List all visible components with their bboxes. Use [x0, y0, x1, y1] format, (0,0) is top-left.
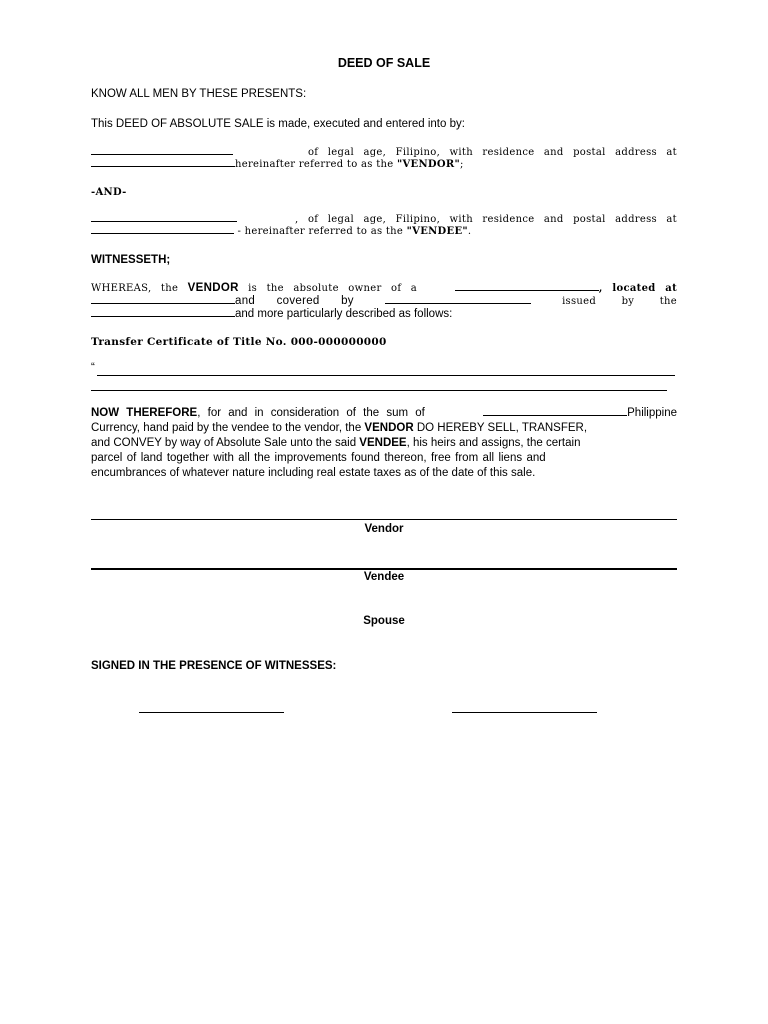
intro-text: KNOW ALL MEN BY THESE PRESENTS:: [91, 88, 307, 100]
vendee-signature-label: Vendee: [363, 571, 405, 583]
now-therefore-line5: encumbrances of whatever nature including real estate taxes as of the date of this sale.: [91, 467, 536, 479]
whereas-vendor: VENDOR: [187, 282, 239, 294]
witnesseth-heading: WITNESSETH;: [91, 254, 171, 266]
philippine-text: Philippine: [627, 407, 677, 419]
property-type-blank: [455, 289, 599, 291]
vendor-clause-text: of legal age, Filipino, with residence and postal address at: [307, 147, 677, 158]
whereas-line1: [91, 282, 677, 294]
vendor-signature-line: [91, 519, 677, 520]
vendor-address-blank: [91, 165, 235, 167]
whereas-line3: [91, 308, 452, 320]
issuer-blank: [91, 315, 235, 317]
more-particularly: and more particularly described as follows:: [235, 308, 453, 320]
whereas-line2: [91, 295, 677, 307]
and-label: -AND-: [91, 187, 127, 198]
now-therefore-line1: [91, 407, 677, 419]
line3-vendee: VENDEE: [359, 437, 407, 449]
description-line-1: [97, 375, 675, 376]
vendee-label: "VENDEE": [406, 226, 468, 237]
whereas-prefix: WHEREAS, the: [91, 283, 188, 294]
document-title: DEED OF SALE: [337, 56, 431, 70]
vendee-clause-end: .: [467, 226, 472, 237]
witnesses-heading: SIGNED IN THE PRESENCE OF WITNESSES:: [91, 660, 337, 672]
spouse-signature-label: Spouse: [363, 615, 405, 627]
vendee-name-blank: [91, 220, 237, 222]
vendor-clause-line2-text: hereinafter referred to as the: [235, 159, 397, 170]
located-at: , located at: [598, 283, 677, 294]
now-therefore-text: , for and in consideration of the sum of: [197, 407, 425, 419]
line2-vendor: VENDOR: [364, 422, 414, 434]
vendee-clause-text: , of legal age, Filipino, with residence and postal address at: [295, 214, 677, 225]
sum-blank: [483, 414, 627, 416]
vendee-clause-line2-text: - hereinafter referred to as the: [237, 226, 407, 237]
issued-by: issued by the: [562, 296, 677, 307]
vendee-clause-line1: [91, 214, 677, 225]
title-blank: [385, 302, 531, 304]
now-therefore-line2: [91, 422, 677, 434]
vendor-clause-end: ;: [460, 159, 464, 170]
description-line-2: [91, 390, 667, 391]
witness-2-signature-line: [452, 712, 597, 713]
vendee-address-blank: [91, 232, 234, 234]
line2-b: DO HEREBY SELL, TRANSFER,: [413, 422, 588, 434]
opening-text: This DEED OF ABSOLUTE SALE is made, executed and entered into by:: [91, 118, 465, 130]
quote-mark: “: [91, 362, 95, 374]
location-blank: [91, 302, 235, 304]
line2-a: Currency, hand paid by the vendee to the vendor, the: [91, 422, 365, 434]
now-therefore-line3: [91, 437, 677, 449]
vendee-signature-line: [91, 568, 677, 570]
now-therefore-line4: parcel of land together with all the improvements found thereon, free from all liens and: [91, 452, 546, 464]
whereas-text: is the absolute owner of a: [238, 283, 418, 294]
vendor-clause-line2: [91, 159, 464, 170]
vendee-clause-line2: [91, 226, 471, 237]
line3-b: , his heirs and assigns, the certain: [406, 437, 581, 449]
vendor-clause-line1: [91, 147, 677, 158]
line3-a: and CONVEY by way of Absolute Sale unto the said: [91, 437, 360, 449]
and-covered-by: and covered by: [235, 295, 354, 307]
vendor-name-blank: [91, 153, 233, 155]
tct-number: Transfer Certificate of Title No. 000-000000000: [91, 336, 387, 348]
vendor-signature-label: Vendor: [364, 523, 404, 535]
now-therefore-bold: NOW THEREFORE: [91, 407, 198, 419]
witness-1-signature-line: [139, 712, 284, 713]
vendor-label: "VENDOR": [396, 159, 461, 170]
